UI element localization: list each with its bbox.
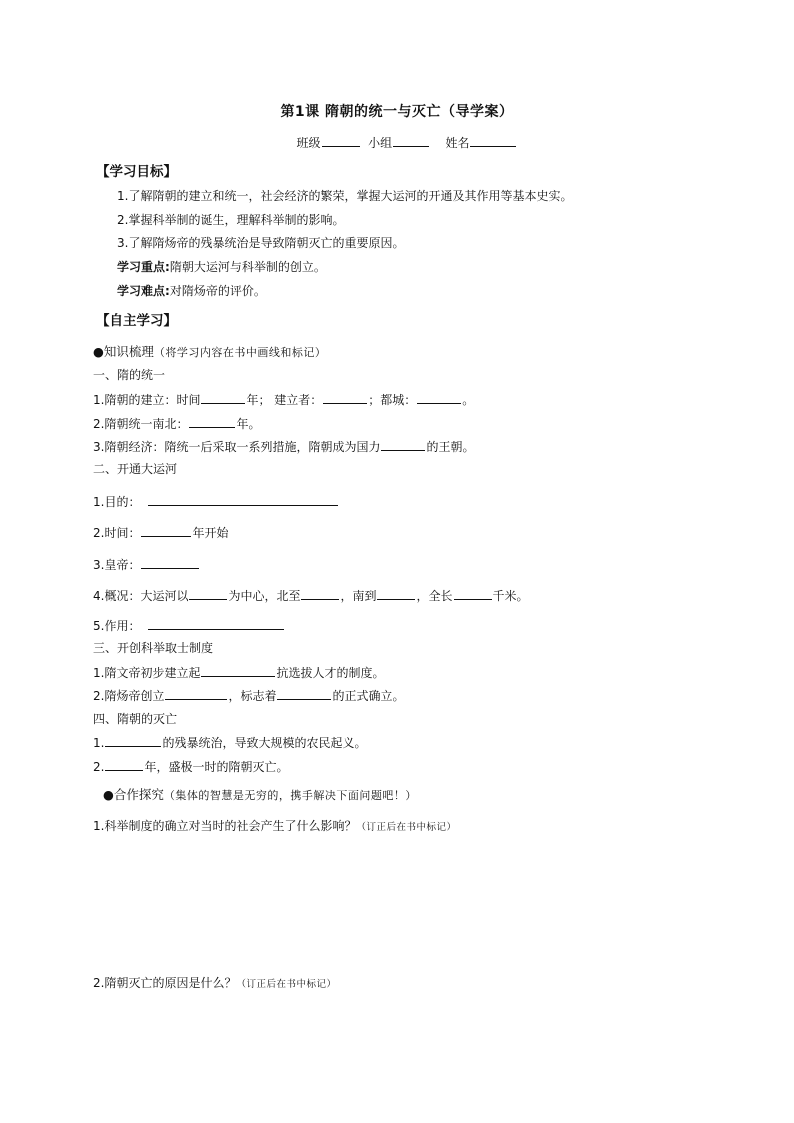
s4-q2-text: 2.	[93, 760, 105, 774]
canal-length-field[interactable]	[454, 587, 492, 600]
s4-q2	[93, 758, 288, 775]
s2-q4-text: 为中心，北至	[228, 589, 301, 603]
s4-q1	[93, 734, 366, 751]
exam-system-field[interactable]	[201, 664, 275, 677]
s1-q3-text: 的王朝。	[426, 440, 475, 454]
founding-year-field[interactable]	[201, 391, 245, 404]
s3-q2-text: 2.隋炀帝创立	[93, 689, 165, 703]
group-label: 小组	[368, 136, 393, 150]
s1-q1-text: 年； 建立者：	[246, 393, 323, 407]
established-system-field[interactable]	[277, 687, 331, 700]
national-power-field[interactable]	[381, 438, 425, 451]
s1-q1	[93, 391, 474, 408]
s3-q2	[93, 687, 404, 704]
founder-field[interactable]	[323, 391, 367, 404]
self-study-heading: 【自主学习】	[96, 313, 177, 329]
goal-item: 1.了解隋朝的建立和统一，社会经济的繁荣，掌握大运河的开通及其作用等基本史实。	[117, 189, 573, 203]
effect-field[interactable]	[148, 617, 284, 630]
cooperation-note: （集体的智慧是无穷的，携手解决下面问题吧！）	[163, 789, 417, 802]
purpose-field[interactable]	[148, 493, 338, 506]
s1-q1-text: 1.隋朝的建立：时间	[93, 393, 201, 407]
canal-north-field[interactable]	[301, 587, 339, 600]
key-point-label: 学习重点:	[117, 260, 170, 274]
goals-heading: 【学习目标】	[96, 164, 177, 180]
s1-q2	[93, 415, 260, 432]
goal-item: 2.掌握科举制的诞生，理解科举制的影响。	[117, 213, 345, 227]
s2-q3	[93, 556, 200, 573]
cooperation-q2-note: （订正后在书中标记）	[236, 979, 337, 990]
fall-year-field[interactable]	[105, 758, 143, 771]
s4-q1-text: 的残暴统治，导致大规模的农民起义。	[162, 736, 367, 750]
section-1-title: 一、隋的统一	[93, 368, 166, 382]
key-point-text: 隋朝大运河与科举制的创立。	[169, 260, 326, 274]
cooperation-heading	[103, 787, 417, 804]
s2-q4-text: ，全长	[416, 589, 453, 603]
s3-q1	[93, 664, 384, 681]
cooperation-q1	[93, 818, 456, 836]
cooperation-q2-text: 2.隋朝灭亡的原因是什么？	[93, 976, 237, 990]
class-field[interactable]	[322, 134, 360, 147]
canal-start-year-field[interactable]	[141, 524, 191, 537]
section-3-title: 三、开创科举取士制度	[93, 641, 214, 655]
s2-q5-text: 5.作用：	[93, 619, 141, 633]
s1-q2-text: 2.隋朝统一南北：	[93, 417, 189, 431]
s2-q4-text: ，南到	[340, 589, 377, 603]
class-info	[0, 134, 794, 151]
difficult-point-label: 学习难点:	[117, 284, 170, 298]
cooperation-q2	[93, 975, 336, 993]
s3-q1-text: 1.隋文帝初步建立起	[93, 666, 201, 680]
difficult-point-text: 对隋炀帝的评价。	[169, 284, 266, 298]
group-field[interactable]	[393, 134, 429, 147]
s1-q2-text: 年。	[236, 417, 261, 431]
cooperation-q1-text: 1.科举制度的确立对当时的社会产生了什么影响？	[93, 819, 357, 833]
knowledge-head-label: ●知识梳理	[93, 344, 154, 359]
section-4-title: 四、隋朝的灭亡	[93, 712, 178, 726]
difficult-point-row	[117, 283, 266, 299]
s2-q4-text: 4.概况：大运河以	[93, 589, 189, 603]
s1-q1-text: ；都城：	[368, 393, 417, 407]
s1-q3-text: 3.隋朝经济：隋统一后采取一系列措施，隋朝成为国力	[93, 440, 381, 454]
capital-field[interactable]	[417, 391, 461, 404]
emperor-field[interactable]	[141, 556, 199, 569]
unification-year-field[interactable]	[189, 415, 235, 428]
cooperation-head-label: ●合作探究	[103, 787, 164, 802]
knowledge-note: （将学习内容在书中画线和标记）	[153, 346, 327, 359]
s2-q2	[93, 524, 228, 541]
s2-q2-text: 年开始	[192, 526, 229, 540]
class-label: 班级	[296, 136, 321, 150]
s4-q1-text: 1.	[93, 736, 105, 750]
s2-q1-text: 1.目的：	[93, 495, 141, 509]
s1-q1-text: 。	[462, 393, 475, 407]
s2-q2-text: 2.时间：	[93, 526, 141, 540]
s3-q1-text: 抗选拔人才的制度。	[276, 666, 385, 680]
canal-center-field[interactable]	[189, 587, 227, 600]
s2-q4-text: 千米。	[492, 589, 529, 603]
s4-q2-text: 年，盛极一时的隋朝灭亡。	[144, 760, 289, 774]
name-label: 姓名	[445, 136, 470, 150]
s2-q3-text: 3.皇帝：	[93, 558, 141, 572]
s2-q5	[93, 617, 285, 634]
s3-q2-text: 的正式确立。	[332, 689, 405, 703]
goal-item: 3.了解隋炀帝的残暴统治是导致隋朝灭亡的重要原因。	[117, 236, 405, 250]
knowledge-heading	[93, 344, 326, 361]
key-point-row	[117, 259, 326, 275]
page-title: 第1课 隋朝的统一与灭亡（导学案）	[280, 104, 514, 120]
s2-q1	[93, 493, 339, 510]
name-field[interactable]	[470, 134, 516, 147]
created-subject-field[interactable]	[165, 687, 227, 700]
s1-q3	[93, 438, 474, 455]
canal-south-field[interactable]	[377, 587, 415, 600]
section-2-title: 二、开通大运河	[93, 462, 178, 476]
s2-q4	[93, 587, 529, 604]
cooperation-q1-note: （订正后在书中标记）	[356, 822, 457, 833]
s3-q2-text: ，标志着	[228, 689, 277, 703]
tyrant-field[interactable]	[105, 734, 161, 747]
